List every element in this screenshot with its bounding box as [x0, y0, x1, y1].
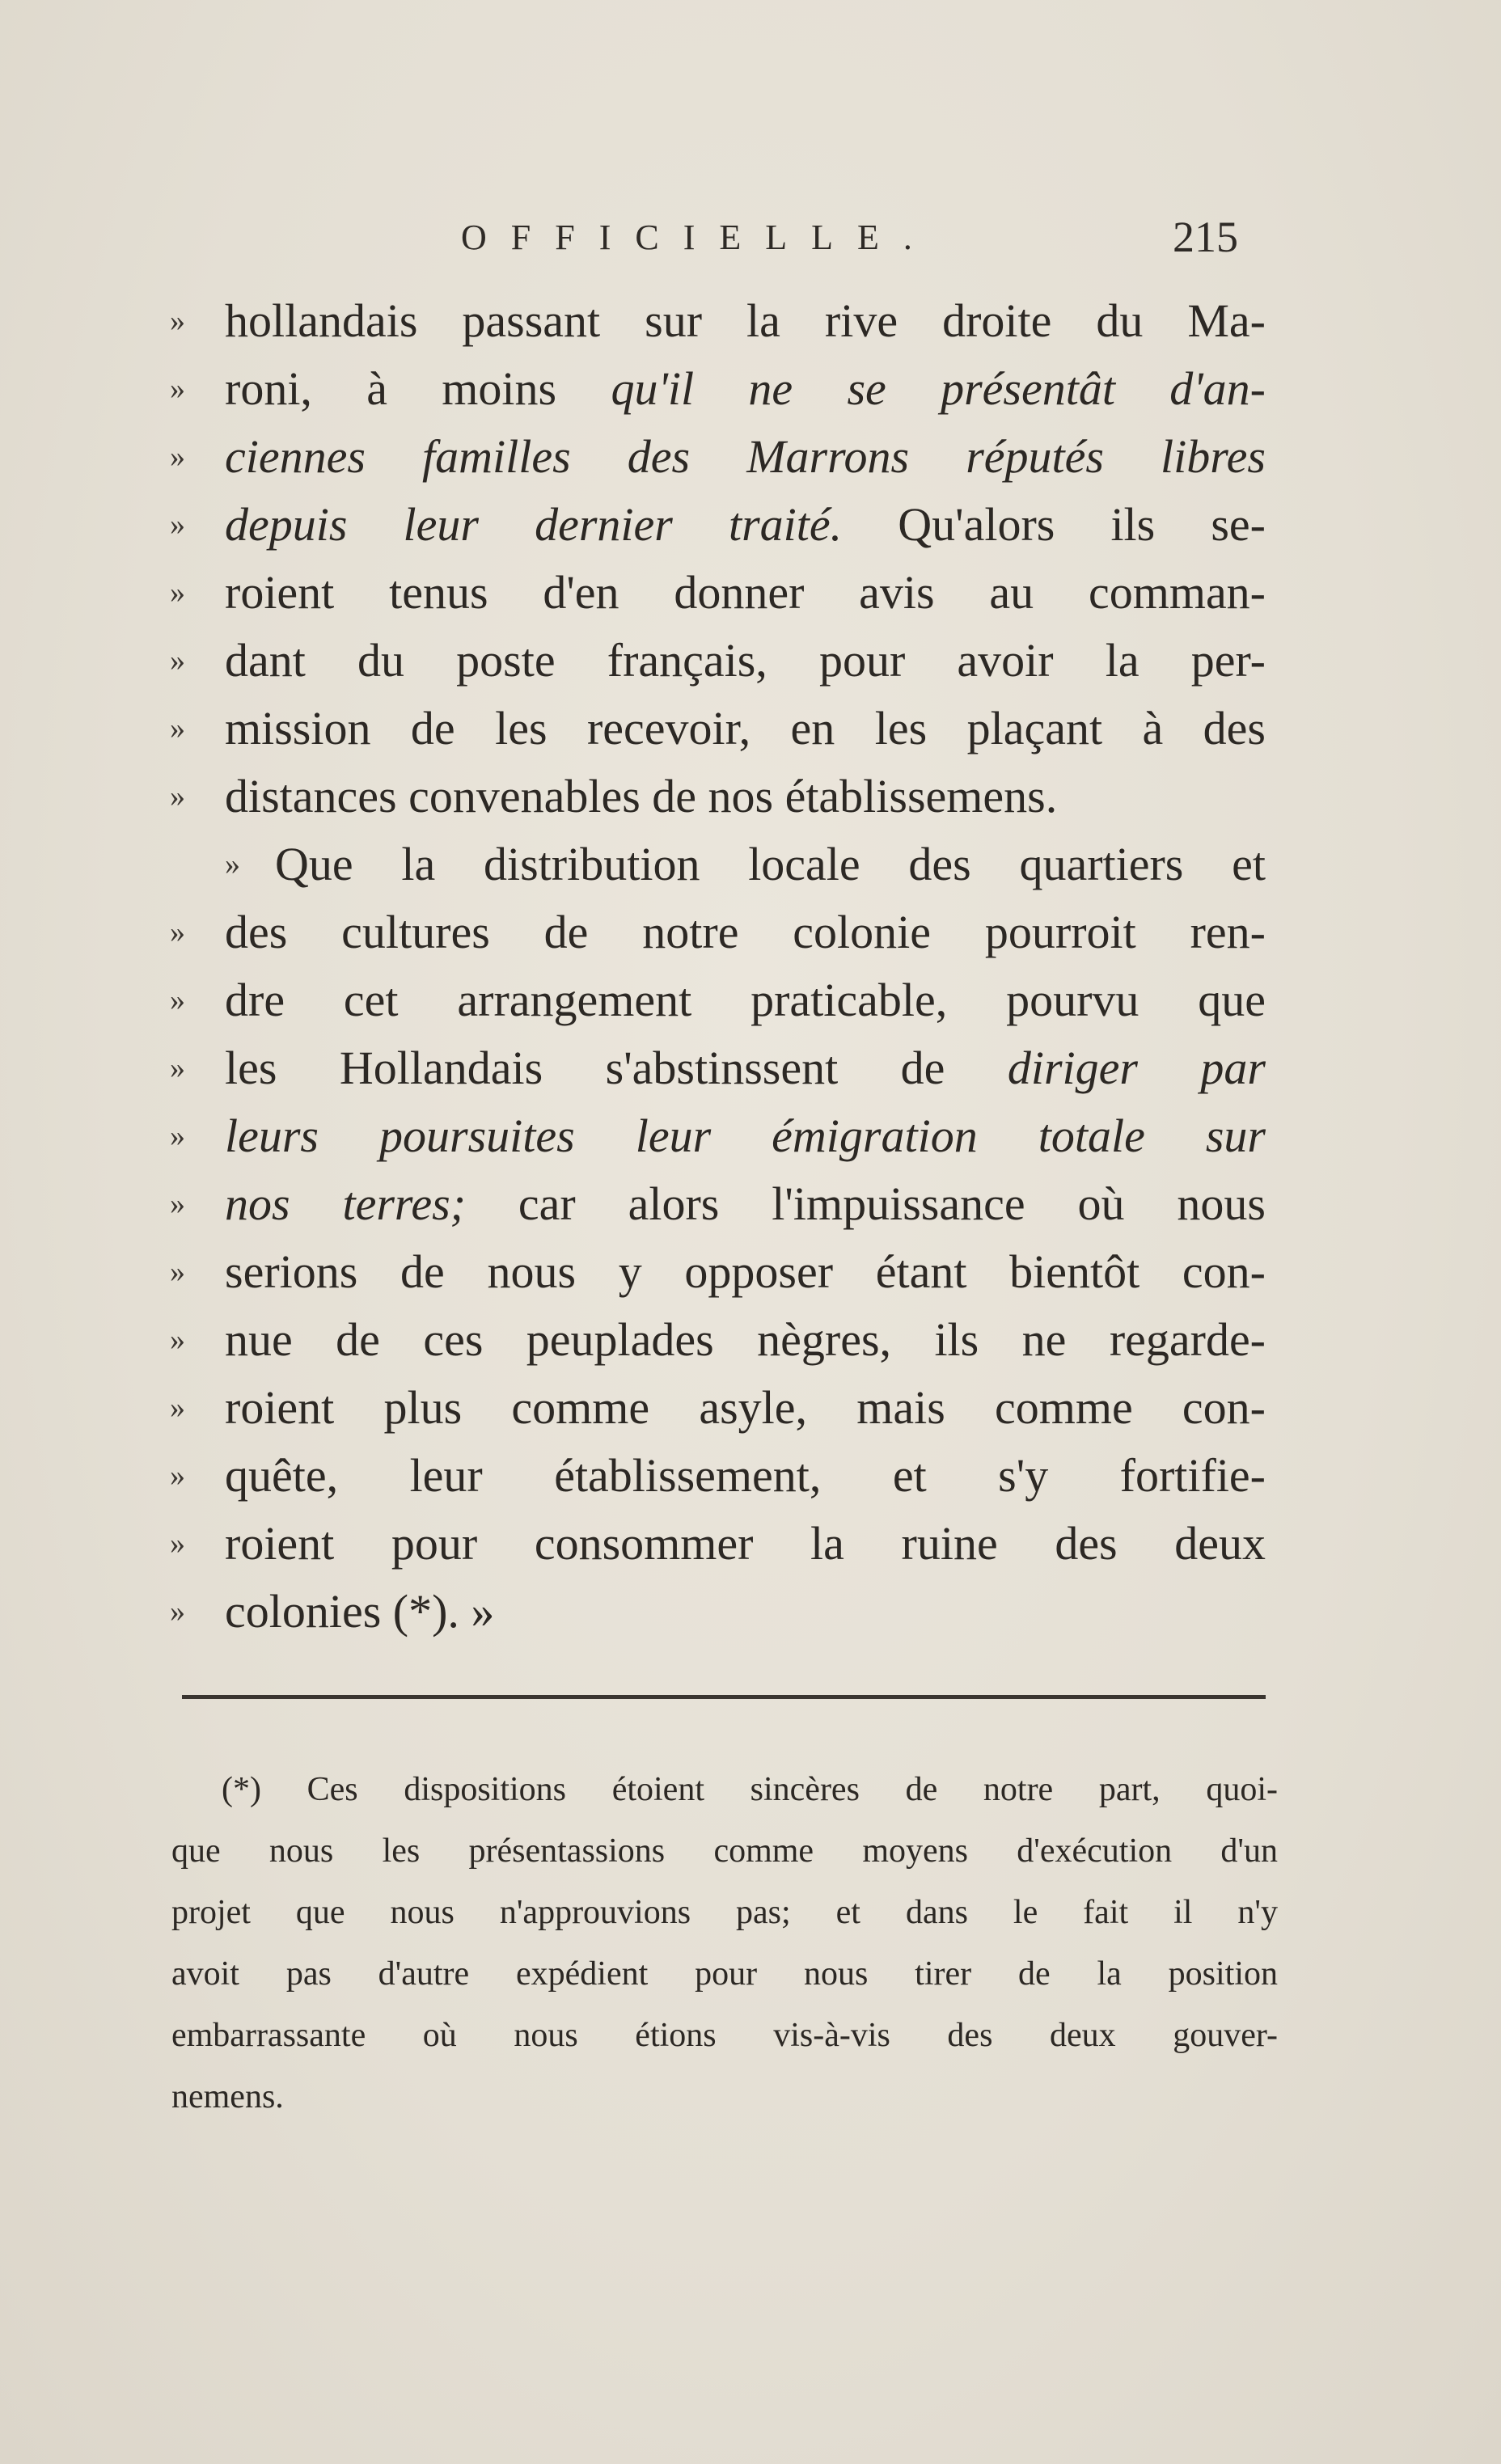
roman-text: roient tenus d'en donner avis au comman- [225, 566, 1266, 619]
line-text [225, 1238, 1266, 1306]
guillemet-mark: » [170, 712, 185, 746]
footnote-line [171, 1759, 1278, 1820]
roman-text: dre cet arrangement praticable, pourvu que [225, 974, 1266, 1026]
footnote-separator-rule [182, 1695, 1266, 1699]
guillemet-mark: » [170, 1051, 185, 1085]
line-text [225, 1578, 1266, 1646]
footnote-line [171, 1943, 1278, 2005]
line-text [225, 1170, 1266, 1238]
line-text [225, 355, 1266, 423]
roman-text: mission de les recevoir, en les plaçant à des [225, 702, 1266, 754]
guillemet-mark: » [170, 1323, 185, 1357]
guillemet-mark: » [170, 304, 185, 338]
line-text [225, 491, 1266, 559]
footnote-line-text: que nous les présentassions comme moyens d'exécution d'un [171, 1832, 1278, 1870]
line-text [225, 1442, 1266, 1510]
italic-text: depuis leur dernier traité. [225, 498, 843, 551]
guillemet-mark: » [170, 1187, 185, 1221]
roman-text: roient plus comme asyle, mais comme con- [225, 1381, 1266, 1434]
italic-text: diriger par [1007, 1042, 1266, 1094]
guillemet-mark: » [170, 1459, 185, 1493]
guillemet-mark: » [170, 1595, 185, 1629]
roman-text: roni, à moins [225, 362, 611, 415]
guillemet-mark: » [225, 847, 240, 881]
guillemet-mark: » [170, 1391, 185, 1425]
line-text [225, 1374, 1266, 1442]
text-line [162, 355, 1266, 423]
roman-text: car alors l'impuissance où nous [465, 1177, 1266, 1230]
text-line [162, 1102, 1266, 1170]
footnote-line [171, 2066, 1278, 2128]
roman-text: quête, leur établissement, et s'y fortifie- [225, 1449, 1266, 1502]
text-line [162, 1442, 1266, 1510]
roman-text: distances convenables de nos établissemens. [225, 770, 1058, 822]
line-text [225, 627, 1266, 695]
line-text [225, 287, 1266, 355]
line-text [225, 1102, 1266, 1170]
roman-text: dant du poste français, pour avoir la per- [225, 634, 1266, 687]
text-line [162, 423, 1266, 491]
roman-text: Que la distribution locale des quartiers et [275, 838, 1266, 890]
italic-text: qu'il ne se présentât d'an- [611, 362, 1266, 415]
italic-text: ciennes familles des Marrons réputés libres [225, 430, 1266, 483]
line-text [225, 763, 1266, 830]
guillemet-mark: » [170, 1119, 185, 1153]
text-line [162, 830, 1266, 898]
roman-text: nue de ces peuplades nègres, ils ne regarde- [225, 1313, 1266, 1366]
guillemet-mark: » [170, 1255, 185, 1289]
line-text [275, 830, 1266, 898]
footnote-line-text: projet que nous n'approuvions pas; et dans le fait il n'y [171, 1894, 1278, 1931]
line-text [225, 559, 1266, 627]
footnote-line-text: avoit pas d'autre expédient pour nous tirer de la position [171, 1955, 1278, 1993]
footnote [171, 1759, 1278, 2128]
text-line [162, 1170, 1266, 1238]
line-text [225, 1306, 1266, 1374]
roman-text: Qu'alors ils se- [842, 498, 1266, 551]
roman-text: roient pour consommer la ruine des deux [225, 1517, 1266, 1570]
guillemet-mark: » [170, 780, 185, 814]
body-text [162, 287, 1266, 1646]
italic-text: leurs poursuites leur émigration totale sur [225, 1109, 1266, 1162]
guillemet-mark: » [170, 440, 185, 474]
italic-text: nos terres; [225, 1177, 466, 1230]
roman-text: les Hollandais s'abstinssent de [225, 1042, 1008, 1094]
text-line [162, 1306, 1266, 1374]
page-number: 215 [1173, 213, 1238, 261]
text-line [162, 627, 1266, 695]
guillemet-mark: » [170, 983, 185, 1017]
text-line [162, 1578, 1266, 1646]
line-text [225, 1034, 1266, 1102]
line-text [225, 695, 1266, 763]
line-text [225, 423, 1266, 491]
text-line [162, 898, 1266, 966]
roman-text: hollandais passant sur la rive droite du Ma- [225, 294, 1266, 347]
running-title: OFFICIELLE. [461, 218, 937, 257]
text-line [162, 1238, 1266, 1306]
roman-text: serions de nous y opposer étant bientôt con- [225, 1245, 1266, 1298]
guillemet-mark: » [170, 644, 185, 678]
text-line [162, 1374, 1266, 1442]
line-text [225, 898, 1266, 966]
text-line [162, 695, 1266, 763]
text-line [162, 559, 1266, 627]
footnote-line-text: (*) Ces dispositions étoient sincères de notre part, quoi- [222, 1771, 1278, 1808]
footnote-line [171, 1882, 1278, 1943]
footnote-line [171, 2005, 1278, 2066]
text-line [162, 1034, 1266, 1102]
roman-text: colonies (*). » [225, 1585, 495, 1638]
footnote-line [171, 1820, 1278, 1882]
footnote-line-text: nemens. [171, 2078, 284, 2115]
line-text [225, 1510, 1266, 1578]
guillemet-mark: » [170, 508, 185, 542]
guillemet-mark: » [170, 1527, 185, 1561]
text-line [162, 287, 1266, 355]
guillemet-mark: » [170, 372, 185, 406]
text-line [162, 491, 1266, 559]
text-line [162, 966, 1266, 1034]
text-line [162, 763, 1266, 830]
footnote-line-text: embarrassante où nous étions vis-à-vis des deux gouver- [171, 2017, 1278, 2054]
guillemet-mark: » [170, 576, 185, 610]
guillemet-mark: » [170, 915, 185, 949]
line-text [225, 966, 1266, 1034]
roman-text: des cultures de notre colonie pourroit ren- [225, 906, 1266, 958]
text-line [162, 1510, 1266, 1578]
